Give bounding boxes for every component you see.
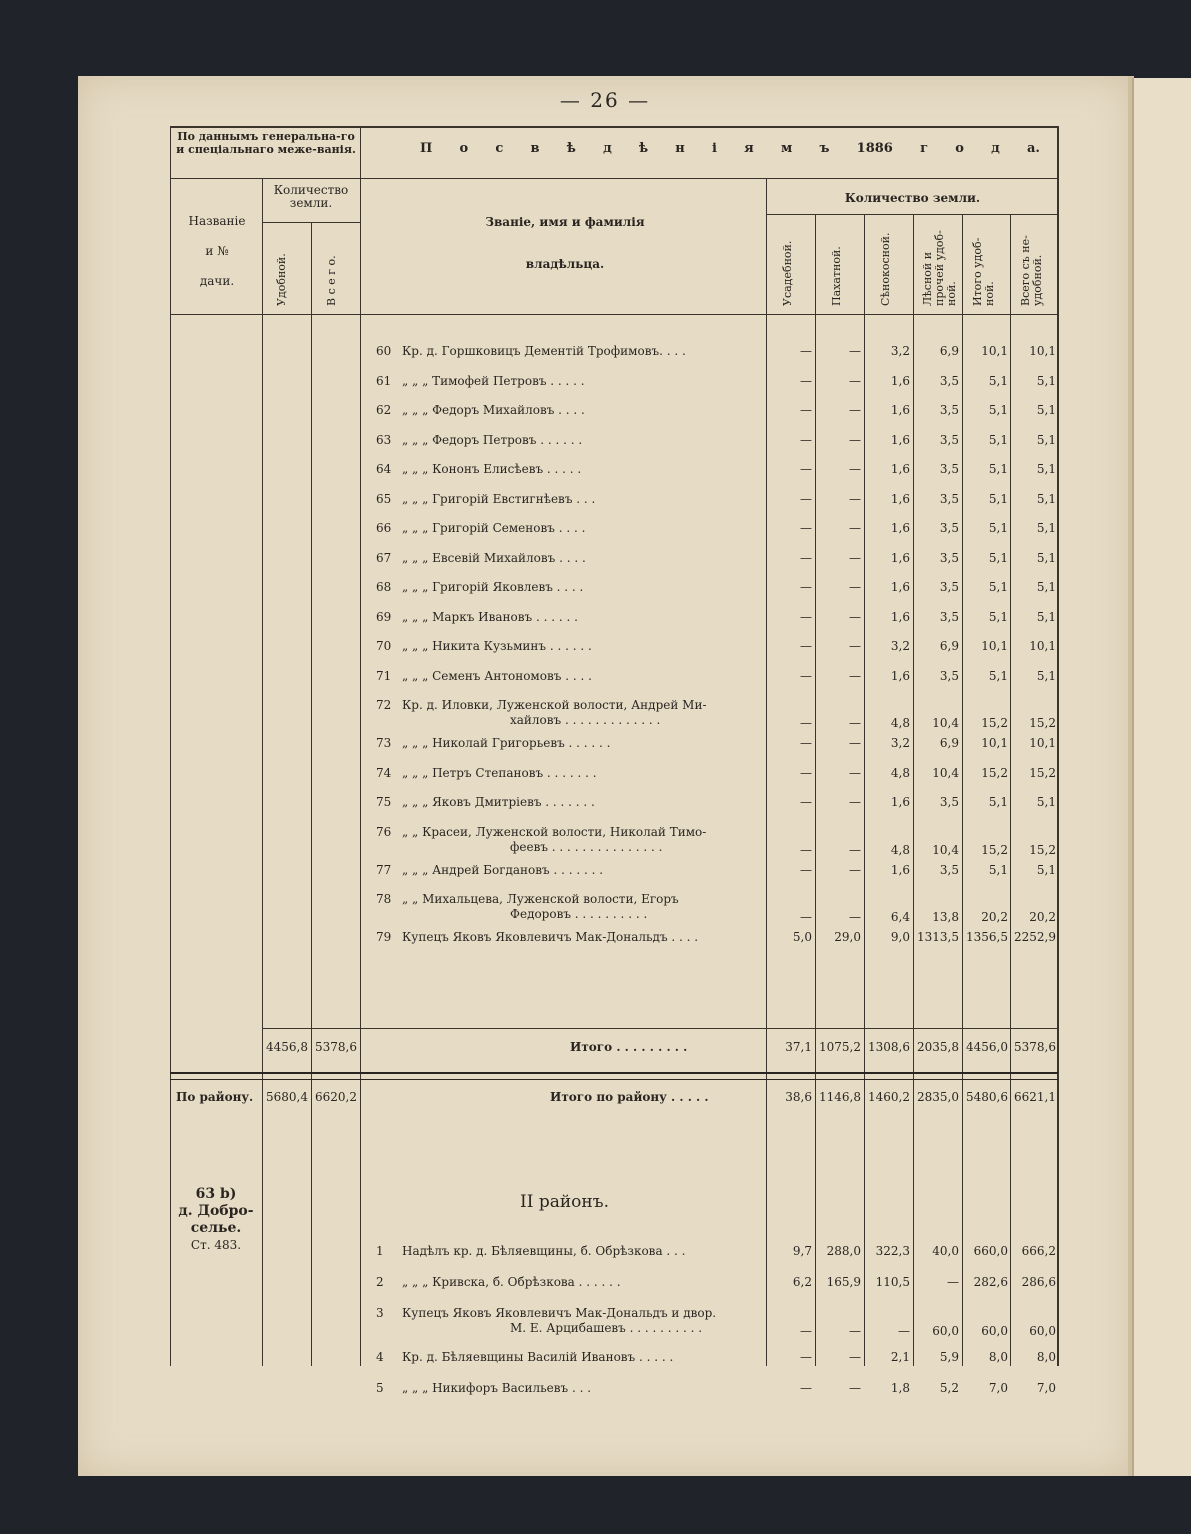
cell-c1: — — [800, 795, 812, 809]
header-word: і — [712, 141, 717, 156]
cell-c3: 4,8 — [890, 765, 910, 780]
header-word: я — [744, 141, 754, 156]
row-number: 76 — [376, 824, 392, 839]
owner-name: „ „ „ Никифоръ Васильевъ . . . — [402, 1381, 592, 1395]
row-number: 79 — [376, 930, 392, 944]
cell-c6: 10,1 — [1029, 736, 1056, 750]
cell-c1: — — [800, 842, 812, 857]
cell-c4: 10,4 — [932, 842, 959, 857]
header-usadebnoi: Усадебной. — [781, 240, 794, 306]
header-word: ѣ — [638, 141, 649, 156]
cell-c5: 282,6 — [973, 1275, 1008, 1289]
cell-c2: — — [849, 1381, 861, 1395]
owner-name: „ „ „ Никита Кузьминъ . . . . . . — [402, 639, 592, 653]
cell-c5: 10,1 — [981, 639, 1008, 653]
cell-c5: 10,1 — [981, 736, 1008, 750]
table-row — [170, 736, 1058, 766]
cell-c4: 3,5 — [939, 491, 959, 506]
cell-c1: — — [800, 1350, 812, 1364]
cell-c4: 10,4 — [932, 765, 959, 780]
header-word: в — [530, 141, 540, 156]
cell-c2: — — [849, 344, 861, 358]
table-row — [170, 825, 1058, 855]
owner-name: „ „ „ Евсевій Михайловъ . . . . — [402, 550, 586, 565]
header-itogo-udob: Итого удоб-ной. — [971, 237, 996, 306]
cell-c3: 1,6 — [890, 521, 910, 535]
header-word: а. — [1026, 141, 1040, 156]
cell-c4: 3,5 — [939, 668, 959, 683]
header-vsego-neudob: Всего съ не-удобной. — [1019, 235, 1044, 306]
table-row — [170, 766, 1058, 796]
row-number: 1 — [376, 1244, 384, 1258]
cell-c1: — — [800, 491, 812, 506]
cell-c2: — — [849, 373, 861, 388]
owner-name-cont: хайловъ . . . . . . . . . . . . . — [510, 713, 661, 727]
cell-c2: — — [849, 668, 861, 683]
cell-c1: — — [800, 403, 812, 417]
cell-c6: 5,1 — [1036, 609, 1056, 624]
cell-c2: — — [849, 1324, 861, 1338]
owner-name: „ „ „ Петръ Степановъ . . . . . . . — [402, 765, 597, 780]
owner-name: „ „ „ Федоръ Петровъ . . . . . . — [402, 432, 583, 447]
row-number: 62 — [376, 403, 392, 417]
cell-c3: 9,0 — [890, 930, 910, 944]
cell-c3: 1,8 — [890, 1381, 910, 1395]
cell-c6: 60,0 — [1029, 1324, 1056, 1338]
cell-c4: 6,9 — [939, 639, 959, 653]
cell-c2: — — [849, 550, 861, 565]
cell-c3: 1,6 — [890, 609, 910, 624]
header-qty-right: Количество земли. — [844, 191, 981, 205]
owner-name: Купецъ Яковъ Яковлевичъ Мак-Дональдъ . . . . — [402, 930, 699, 944]
cell-c4: 60,0 — [932, 1324, 959, 1338]
row-number: 73 — [376, 736, 392, 750]
cell-c4: 3,5 — [939, 795, 959, 809]
table-row — [170, 1244, 1058, 1274]
cell-c6: 20,2 — [1029, 910, 1056, 924]
row-number: 77 — [376, 862, 392, 877]
cell-c4: 3,5 — [939, 373, 959, 388]
cell-c4: 13,8 — [932, 910, 959, 924]
owner-name: Кр. д. Горшковицъ Дементій Трофимовъ. . . . — [402, 344, 686, 358]
cell-c3: 1,6 — [890, 862, 910, 877]
cell-c6: 5,1 — [1036, 432, 1056, 447]
cell-c6: 286,6 — [1021, 1275, 1056, 1289]
table-row — [170, 930, 1058, 960]
cell-c5: 5,1 — [988, 550, 1008, 565]
cell-c1: — — [800, 609, 812, 624]
header-word: д — [603, 141, 612, 156]
cell-c1: — — [800, 668, 812, 683]
table-row — [170, 610, 1058, 640]
cell-c2: — — [849, 765, 861, 780]
cell-c6: 5,1 — [1036, 862, 1056, 877]
cell-c2: — — [849, 491, 861, 506]
cell-c5: 5,1 — [988, 403, 1008, 417]
header-survey-source: По даннымъ генеральна-го и спеціальнаго меже-ванія. — [176, 130, 356, 156]
header-pakhatnoi: Пахатной. — [830, 246, 843, 306]
po-raionu-row: По району. 5680,4 6620,2 Итого по району . . . . . 38,6 1146,8 1460,2 2835,0 5480,6 6621,1 — [176, 1090, 1056, 1104]
cell-c1: 6,2 — [792, 1275, 812, 1289]
owner-name: „ „ „ Федоръ Михайловъ . . . . — [402, 403, 585, 417]
cell-c3: 110,5 — [875, 1275, 910, 1289]
cell-c1: 5,0 — [792, 930, 812, 944]
cell-c2: — — [849, 432, 861, 447]
table-row — [170, 462, 1058, 492]
cell-c3: 322,3 — [875, 1244, 910, 1258]
cell-c3: 4,8 — [890, 842, 910, 857]
cell-c2: — — [849, 403, 861, 417]
row-number: 3 — [376, 1306, 384, 1320]
header-word: н — [675, 141, 685, 156]
header-year-title — [420, 142, 1040, 155]
adjacent-page-edge — [1132, 78, 1191, 1476]
cell-c1: — — [800, 580, 812, 594]
owner-name-cont: М. Е. Арцибашевъ . . . . . . . . . . — [510, 1321, 703, 1335]
table-row — [170, 669, 1058, 699]
row-number: 66 — [376, 521, 392, 535]
cell-c5: 5,1 — [988, 491, 1008, 506]
cell-c2: — — [849, 795, 861, 809]
cell-c4: 3,5 — [939, 862, 959, 877]
cell-c4: 10,4 — [932, 716, 959, 730]
owner-name-cont: Федоровъ . . . . . . . . . . — [510, 907, 648, 921]
header-word: П — [420, 141, 433, 156]
cell-c6: 7,0 — [1036, 1381, 1056, 1395]
row-number: 75 — [376, 795, 392, 809]
owner-name: „ „ „ Яковъ Дмитріевъ . . . . . . . — [402, 795, 595, 809]
cell-c3: 3,2 — [890, 344, 910, 358]
cell-c5: 1356,5 — [966, 930, 1008, 944]
cell-c5: 20,2 — [981, 910, 1008, 924]
owner-name: „ „ Красеи, Луженской волости, Николай Тимо- — [402, 824, 707, 839]
cell-c5: 7,0 — [988, 1381, 1008, 1395]
cell-c2: 29,0 — [834, 930, 861, 944]
cell-c1: — — [800, 765, 812, 780]
cell-c4: 40,0 — [932, 1244, 959, 1258]
cell-c4: 6,9 — [939, 736, 959, 750]
row-number: 4 — [376, 1350, 384, 1364]
row-number: 2 — [376, 1275, 384, 1289]
header-word: ѣ — [566, 141, 576, 156]
owner-name: „ „ „ Тимофей Петровъ . . . . . — [402, 373, 585, 388]
table-row — [170, 1350, 1058, 1380]
table-row — [170, 892, 1058, 922]
table-row — [170, 580, 1058, 610]
cell-c5: 10,1 — [981, 344, 1008, 358]
cell-c6: 15,2 — [1029, 716, 1056, 730]
row-number: 69 — [376, 609, 392, 624]
cell-c2: — — [849, 862, 861, 877]
cell-c6: 666,2 — [1021, 1244, 1056, 1258]
owner-name: „ „ „ Григорій Яковлевъ . . . . — [402, 580, 584, 594]
cell-c5: 5,1 — [988, 862, 1008, 877]
owner-name: „ „ Михальцева, Луженской волости, Егоръ — [402, 892, 679, 906]
header-owner-2: владѣльца. — [525, 257, 605, 271]
table-row — [170, 698, 1058, 728]
table-row — [170, 863, 1058, 893]
cell-c4: 3,5 — [939, 403, 959, 417]
cell-c6: 8,0 — [1036, 1350, 1056, 1364]
owner-name: „ „ „ Кривска, б. Обрѣзкова . . . . . . — [402, 1275, 621, 1289]
owner-name: „ „ „ Семенъ Антономовъ . . . . — [402, 668, 592, 683]
cell-c3: 3,2 — [890, 639, 910, 653]
cell-c4: 3,5 — [939, 609, 959, 624]
cell-c2: — — [849, 521, 861, 535]
row-number: 78 — [376, 892, 392, 906]
cell-c5: 5,1 — [988, 668, 1008, 683]
cell-c5: 15,2 — [981, 765, 1008, 780]
header-owner: Званіе, имя и фамилія — [485, 215, 645, 229]
cell-c3: 4,8 — [890, 716, 910, 730]
header-qty-left: Количество земли. — [273, 183, 349, 210]
cell-c5: 15,2 — [981, 716, 1008, 730]
row-number: 63 — [376, 432, 392, 447]
cell-c6: 5,1 — [1036, 580, 1056, 594]
cell-c4: 5,2 — [939, 1381, 959, 1395]
row-number: 71 — [376, 668, 392, 683]
owner-name: „ „ „ Маркъ Ивановъ . . . . . . — [402, 609, 578, 624]
cell-c3: 1,6 — [890, 403, 910, 417]
owner-name-cont: феевъ . . . . . . . . . . . . . . . — [510, 839, 663, 854]
owner-name: Купецъ Яковъ Яковлевичъ Мак-Дональдъ и двор. — [402, 1306, 717, 1320]
cell-c1: — — [800, 862, 812, 877]
cell-c4: 1313,5 — [917, 930, 959, 944]
cell-c6: 15,2 — [1029, 842, 1056, 857]
cell-c6: 5,1 — [1036, 521, 1056, 535]
cell-c1: — — [800, 1324, 812, 1338]
cell-c2: — — [849, 716, 861, 730]
cell-c1: — — [800, 639, 812, 653]
cell-c4: — — [947, 1275, 959, 1289]
cell-c6: 2252,9 — [1014, 930, 1056, 944]
cell-c6: 10,1 — [1029, 344, 1056, 358]
page-number: — 26 — — [559, 88, 651, 112]
cell-c2: — — [849, 910, 861, 924]
cell-c4: 6,9 — [939, 344, 959, 358]
cell-c4: 3,5 — [939, 432, 959, 447]
itogo-row: 4456,8 5378,6 Итого . . . . . . . . . 37,1 1075,2 1308,6 2035,8 4456,0 5378,6 — [266, 1040, 1056, 1054]
cell-c5: 5,1 — [988, 432, 1008, 447]
cell-c5: 5,1 — [988, 373, 1008, 388]
header-vsego: В с е г о. — [325, 255, 338, 306]
cell-c5: 60,0 — [981, 1324, 1008, 1338]
section-title: II районъ. — [520, 1192, 609, 1212]
table-row — [170, 1306, 1058, 1336]
row-number: 70 — [376, 639, 392, 653]
row-number: 5 — [376, 1381, 384, 1395]
cell-c5: 5,1 — [988, 795, 1008, 809]
table-row — [170, 639, 1058, 669]
cell-c5: 5,1 — [988, 580, 1008, 594]
row-number: 72 — [376, 698, 392, 712]
cell-c1: — — [800, 1381, 812, 1395]
header-word: о — [459, 141, 469, 156]
cell-c3: 1,6 — [890, 668, 910, 683]
cell-c3: 6,4 — [890, 910, 910, 924]
table-row — [170, 795, 1058, 825]
cell-c3: — — [898, 1324, 910, 1338]
cell-c6: 5,1 — [1036, 403, 1056, 417]
cell-c5: 5,1 — [988, 462, 1008, 476]
row-number: 60 — [376, 344, 392, 358]
table-row — [170, 492, 1058, 522]
table-row — [170, 403, 1058, 433]
cell-c2: — — [849, 1350, 861, 1364]
cell-c1: 9,7 — [792, 1244, 812, 1258]
cell-c5: 5,1 — [988, 521, 1008, 535]
cell-c6: 5,1 — [1036, 550, 1056, 565]
header-word: ъ — [819, 141, 830, 156]
cell-c3: 2,1 — [890, 1350, 910, 1364]
table-row — [170, 374, 1058, 404]
owner-name: „ „ „ Григорій Семеновъ . . . . — [402, 521, 586, 535]
table-row — [170, 344, 1058, 374]
header-word: г — [920, 141, 929, 156]
cell-c5: 660,0 — [973, 1244, 1008, 1258]
cell-c6: 5,1 — [1036, 491, 1056, 506]
cell-c3: 1,6 — [890, 373, 910, 388]
cell-c2: — — [849, 842, 861, 857]
cell-c3: 1,6 — [890, 462, 910, 476]
table-row — [170, 1275, 1058, 1305]
row-number: 61 — [376, 373, 392, 388]
cell-c1: — — [800, 550, 812, 565]
cell-c1: — — [800, 373, 812, 388]
table — [170, 126, 1058, 1395]
table-row — [170, 1381, 1058, 1411]
row-number: 67 — [376, 550, 392, 565]
header-word: о — [955, 141, 964, 156]
cell-c6: 5,1 — [1036, 795, 1056, 809]
table-row — [170, 551, 1058, 581]
cell-c1: — — [800, 344, 812, 358]
cell-c3: 1,6 — [890, 580, 910, 594]
table-row — [170, 433, 1058, 463]
row-number: 68 — [376, 580, 392, 594]
owner-name: „ „ „ Николай Григорьевъ . . . . . . — [402, 736, 611, 750]
cell-c2: — — [849, 736, 861, 750]
cell-c2: — — [849, 609, 861, 624]
header-word: м — [780, 141, 793, 156]
owner-name: Кр. д. Бѣляевщины Василій Ивановъ . . . . . — [402, 1350, 674, 1364]
cell-c2: 288,0 — [826, 1244, 861, 1258]
row-number: 64 — [376, 462, 392, 476]
owner-name: „ „ „ Андрей Богдановъ . . . . . . . — [402, 862, 604, 877]
cell-c5: 15,2 — [981, 842, 1008, 857]
cell-c3: 1,6 — [890, 491, 910, 506]
cell-c4: 3,5 — [939, 550, 959, 565]
header-word: с — [495, 141, 504, 156]
cell-c6: 5,1 — [1036, 462, 1056, 476]
row-number: 74 — [376, 765, 392, 780]
cell-c1: — — [800, 521, 812, 535]
section-dacha-label: 63 b) д. Добро- селье. Ст. 483. — [178, 1186, 254, 1252]
cell-c3: 1,6 — [890, 795, 910, 809]
cell-c2: — — [849, 580, 861, 594]
owner-name: „ „ „ Кононъ Елисѣевъ . . . . . — [402, 462, 582, 476]
header-udobnoi: Удобной. — [275, 253, 288, 306]
header-dacha-name: Названіе и № дачи. — [188, 214, 246, 288]
cell-c1: — — [800, 432, 812, 447]
cell-c2: — — [849, 639, 861, 653]
cell-c1: — — [800, 736, 812, 750]
cell-c5: 5,1 — [988, 609, 1008, 624]
document-page — [78, 76, 1132, 1476]
row-number: 65 — [376, 491, 392, 506]
header-word: д — [991, 141, 1000, 156]
cell-c6: 10,1 — [1029, 639, 1056, 653]
cell-c1: — — [800, 910, 812, 924]
owner-name: Надѣлъ кр. д. Бѣляевщины, б. Обрѣзкова . . . — [402, 1244, 686, 1258]
cell-c3: 1,6 — [890, 432, 910, 447]
cell-c6: 15,2 — [1029, 765, 1056, 780]
header-senokosnoi: Сѣнокосной. — [879, 232, 892, 306]
cell-c5: 8,0 — [988, 1350, 1008, 1364]
owner-name: Кр. д. Иловки, Луженской волости, Андрей Ми- — [402, 698, 707, 712]
cell-c2: 165,9 — [826, 1275, 861, 1289]
cell-c3: 3,2 — [890, 736, 910, 750]
cell-c4: 3,5 — [939, 521, 959, 535]
table-row — [170, 521, 1058, 551]
cell-c1: — — [800, 716, 812, 730]
owner-name: „ „ „ Григорій Евстигнѣевъ . . . — [402, 491, 596, 506]
cell-c2: — — [849, 462, 861, 476]
header-lesnoi: Лѣсной и прочей удоб-ной. — [921, 230, 958, 306]
cell-c4: 3,5 — [939, 580, 959, 594]
cell-c3: 1,6 — [890, 550, 910, 565]
cell-c1: — — [800, 462, 812, 476]
cell-c6: 5,1 — [1036, 668, 1056, 683]
cell-c6: 5,1 — [1036, 373, 1056, 388]
cell-c4: 3,5 — [939, 462, 959, 476]
header-word: 1886 — [856, 141, 893, 156]
cell-c4: 5,9 — [939, 1350, 959, 1364]
